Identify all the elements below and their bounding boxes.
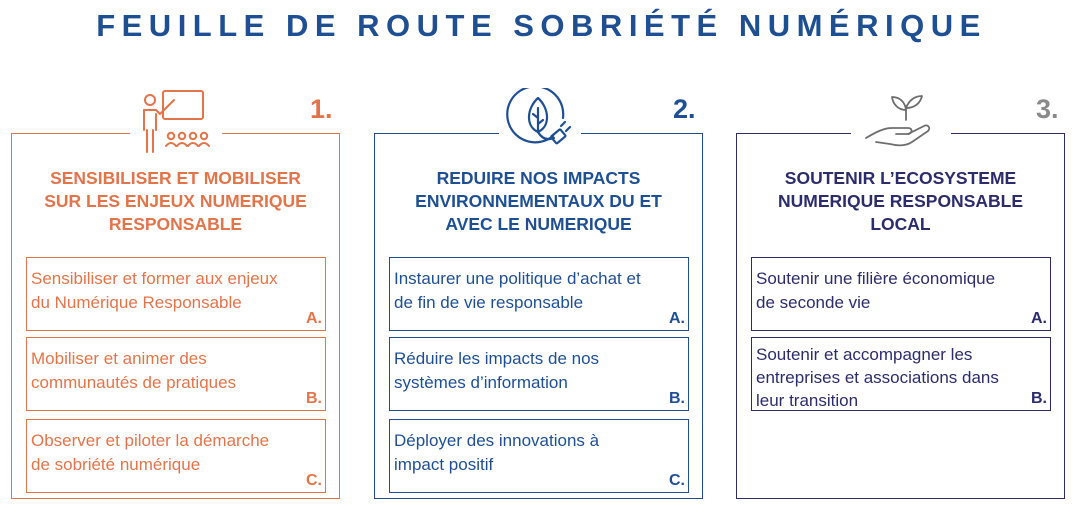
action-item-line: Instaurer une politique d’achat et [394, 269, 641, 288]
action-item-letter: B. [669, 390, 685, 407]
column-title-line: SENSIBILISER ET MOBILISER [50, 168, 301, 188]
column-title-line: SOUTENIR L’ECOSYSTEME [784, 168, 1017, 188]
column-title-line: NUMERIQUE RESPONSABLE [777, 191, 1024, 211]
action-item-text [31, 347, 319, 395]
action-item-line: systèmes d’information [394, 373, 568, 392]
action-item-1c [26, 419, 326, 493]
roadmap-column-3 [736, 133, 1065, 499]
roadmap-column-2 [374, 133, 703, 499]
column-title-line: ENVIRONNEMENTAUX DU ET [415, 191, 662, 211]
action-item-line: Mobiliser et animer des [31, 349, 207, 368]
column-title-line: AVEC LE NUMERIQUE [445, 214, 632, 234]
action-item-line: Observer et piloter la démarche [31, 431, 270, 450]
column-title-line: SUR LES ENJEUX NUMERIQUE [44, 191, 307, 211]
action-item-text [394, 429, 682, 477]
action-item-1a [26, 257, 326, 331]
column-title [12, 167, 339, 236]
column-title [737, 167, 1064, 236]
action-item-line: Soutenir et accompagner les [756, 345, 973, 364]
column-number-1: 1. [310, 94, 333, 124]
action-item-line: communautés de pratiques [31, 373, 237, 392]
action-item-letter: C. [306, 472, 322, 489]
action-item-line: Réduire les impacts de nos [394, 349, 600, 368]
action-item-line: de sobriété numérique [31, 455, 201, 474]
action-item-2b [389, 337, 689, 411]
action-item-line: impact positif [394, 455, 494, 474]
action-item-line: du Numérique Responsable [31, 293, 242, 312]
action-item-line: de seconde vie [756, 293, 871, 312]
action-item-line: leur transition [756, 391, 859, 410]
column-title-line: REDUIRE NOS IMPACTS [436, 168, 641, 188]
action-item-letter: B. [1031, 390, 1047, 407]
action-item-text [31, 429, 319, 477]
column-title [375, 167, 702, 236]
action-item-letter: B. [306, 390, 322, 407]
action-item-line: Soutenir une filière économique [756, 269, 996, 288]
action-item-text [394, 267, 682, 315]
action-item-3b [751, 337, 1051, 411]
action-item-2c [389, 419, 689, 493]
action-item-text [394, 347, 682, 395]
action-item-line: Sensibiliser et former aux enjeux [31, 269, 278, 288]
action-item-text [31, 267, 319, 315]
column-number-3: 3. [1036, 94, 1059, 124]
action-item-text [756, 267, 1044, 315]
action-item-letter: A. [306, 310, 322, 327]
action-item-letter: A. [669, 310, 685, 327]
action-item-line: Déployer des innovations à [394, 431, 600, 450]
action-item-line: entreprises et associations dans [756, 368, 999, 387]
action-item-letter: A. [1031, 310, 1047, 327]
page-title: FEUILLE DE ROUTE SOBRIÉTÉ NUMÉRIQUE [96, 8, 987, 43]
action-item-1b [26, 337, 326, 411]
roadmap-column-1 [11, 133, 340, 499]
action-item-text [756, 343, 1044, 412]
eco-plug-leaf-icon [505, 88, 579, 154]
column-title-line: RESPONSABLE [108, 214, 243, 234]
column-number-2: 2. [673, 94, 696, 124]
teacher-presentation-icon [137, 88, 211, 154]
hand-sprout-icon [862, 88, 936, 154]
action-item-2a [389, 257, 689, 331]
action-item-line: de fin de vie responsable [394, 293, 584, 312]
column-title-line: LOCAL [870, 214, 931, 234]
action-item-letter: C. [669, 472, 685, 489]
action-item-3a [751, 257, 1051, 331]
